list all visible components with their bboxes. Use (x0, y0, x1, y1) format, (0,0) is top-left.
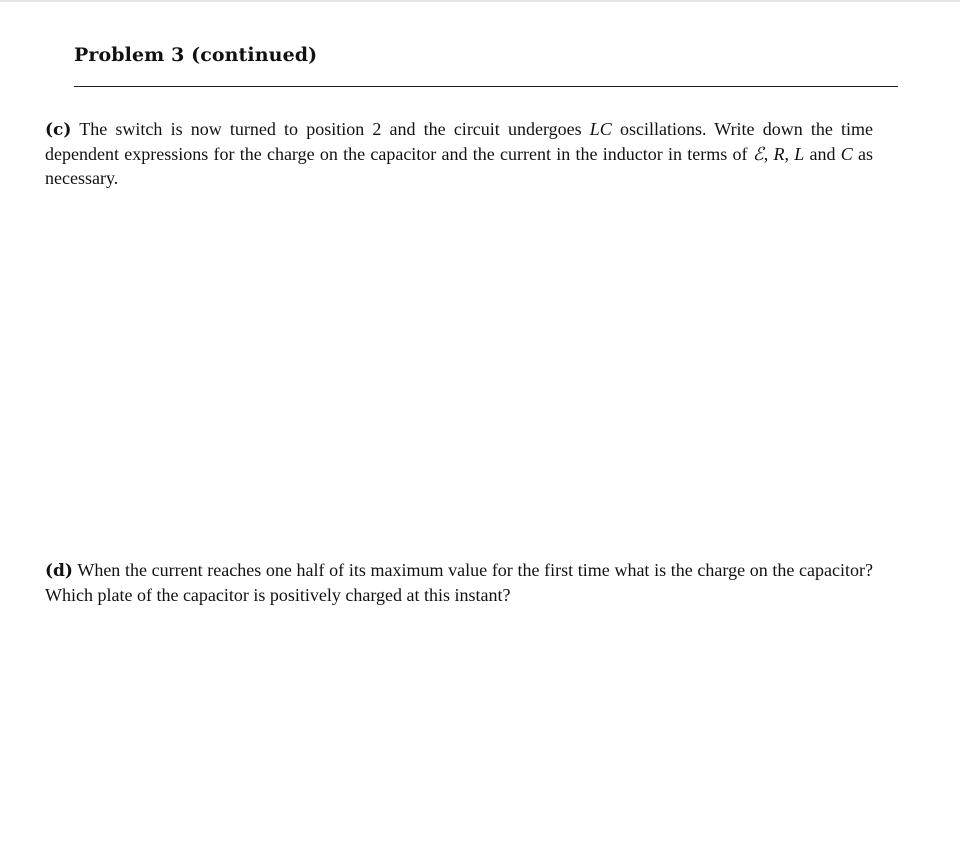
part-c-label: (c) (45, 120, 72, 140)
part-c-text-3: and (804, 144, 841, 164)
part-d-text: When the current reaches one half of its maximum value for the first time what is the charge on the capacitor? Which plate of the capacitor is positively charged at this instant? (45, 560, 873, 605)
page-top-edge (0, 0, 960, 2)
part-c-text-2: oscillations. Write down the time dependent expressions for the charge on the capacitor and the current in the inductor in terms of (45, 119, 874, 164)
part-c-text-4: as necessary. (45, 144, 874, 188)
header-divider (74, 86, 898, 87)
part-c-sep-1: , (763, 144, 774, 164)
part-c-text-1: The switch is now turned to position 2 and the circuit undergoes (71, 119, 590, 139)
problem-part-c (45, 117, 873, 190)
math-emf-symbol: ℰ (752, 144, 764, 164)
part-c-sep-2: , (784, 144, 795, 164)
math-lc: LC (589, 119, 612, 139)
part-d-label: (d) (45, 561, 73, 581)
problem-part-d (45, 558, 873, 607)
math-c: C (840, 144, 853, 164)
math-r: R (773, 144, 785, 164)
math-l: L (794, 144, 805, 164)
problem-header-title: Problem 3 (continued) (74, 44, 318, 66)
